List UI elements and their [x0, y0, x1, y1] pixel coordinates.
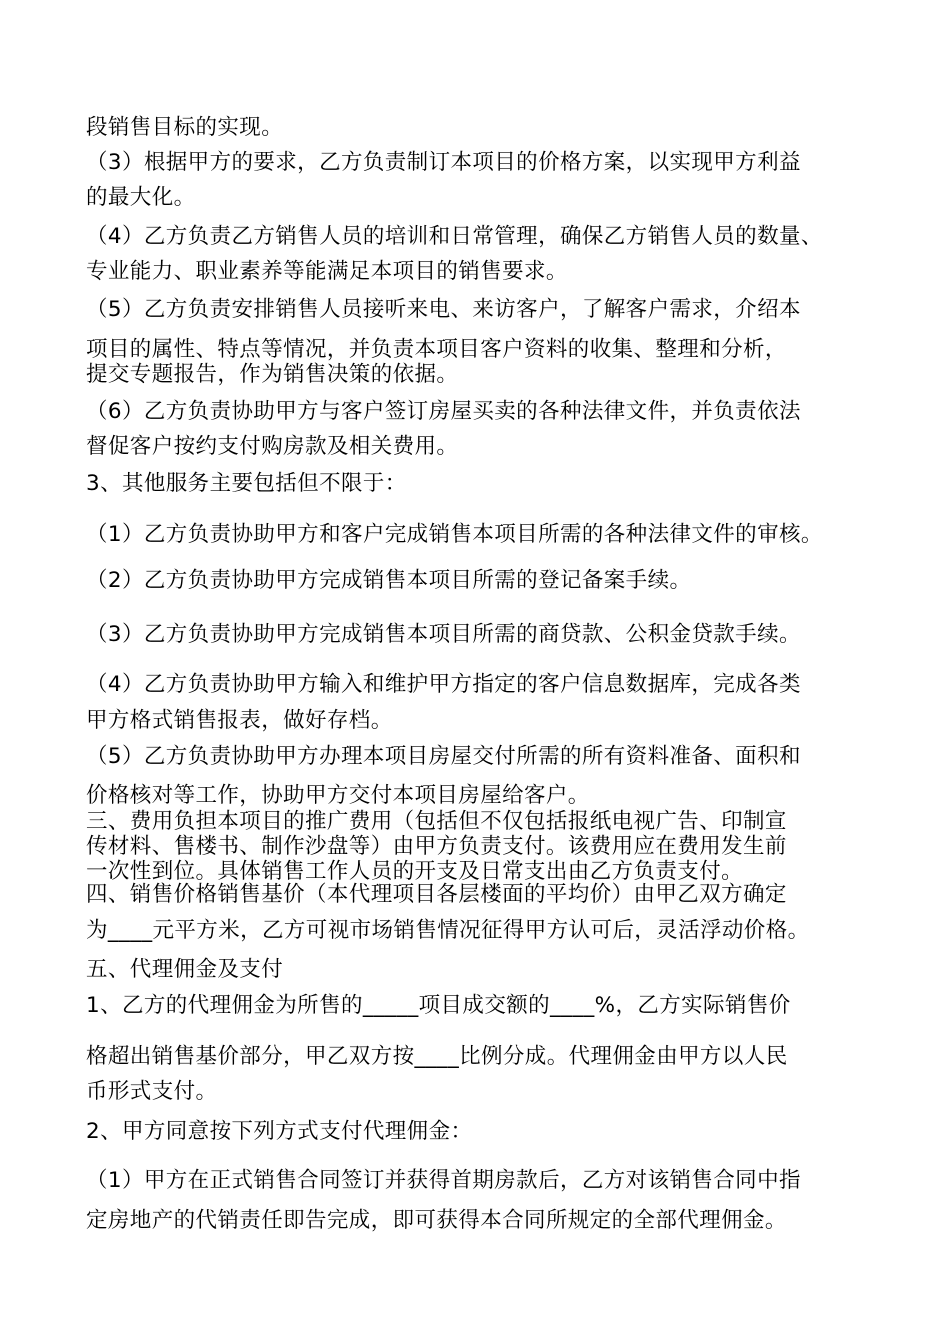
paragraph-line: 甲方格式销售报表，做好存档。	[86, 708, 393, 733]
paragraph-line: 专业能力、职业素养等能满足本项目的销售要求。	[86, 259, 568, 284]
paragraph-line: （2）乙方负责协助甲方完成销售本项目所需的登记备案手续。	[86, 568, 692, 593]
paragraph-line: （1）乙方负责协助甲方和客户完成销售本项目所需的各种法律文件的审核。	[86, 522, 823, 547]
paragraph-line: 格超出销售基价部分，甲乙双方按____比例分成。代理佣金由甲方以人民	[86, 1044, 788, 1069]
paragraph-line: 1、乙方的代理佣金为所售的_____项目成交额的____%，乙方实际销售价	[86, 993, 791, 1018]
paragraph-line: 的最大化。	[86, 185, 196, 210]
paragraph-line: 一次性到位。具体销售工作人员的开支及日常支出由乙方负责支付。	[86, 859, 744, 884]
paragraph-line: 2、甲方同意按下列方式支付代理佣金：	[86, 1119, 473, 1144]
paragraph-line: 定房地产的代销责任即告完成，即可获得本合同所规定的全部代理佣金。	[86, 1208, 787, 1233]
paragraph-line: 为____元平方米，乙方可视市场销售情况征得甲方认可后，灵活浮动价格。	[86, 918, 810, 943]
section-heading: 四、销售价格销售基价（本代理项目各层楼面的平均价）由甲乙双方确定	[86, 882, 787, 907]
paragraph-line: 督促客户按约支付购房款及相关费用。	[86, 434, 459, 459]
section-heading: 三、费用负担本项目的推广费用（包括但不仅包括报纸电视广告、印制宣	[86, 809, 787, 834]
paragraph-line: 传材料、售楼书、制作沙盘等）由甲方负责支付。该费用应在费用发生前	[86, 834, 787, 859]
section-heading: 五、代理佣金及支付	[86, 957, 284, 982]
paragraph-line: （6）乙方负责协助甲方与客户签订房屋买卖的各种法律文件，并负责依法	[86, 399, 801, 424]
paragraph-line: （3）乙方负责协助甲方完成销售本项目所需的商贷款、公积金贷款手续。	[86, 622, 801, 647]
paragraph-line: （4）乙方负责乙方销售人员的培训和日常管理，确保乙方销售人员的数量、	[86, 224, 823, 249]
section-heading: 3、其他服务主要包括但不限于：	[86, 471, 407, 496]
paragraph-line: 段销售目标的实现。	[86, 115, 284, 140]
paragraph-line: （5）乙方负责安排销售人员接听来电、来访客户，了解客户需求，介绍本	[86, 297, 801, 322]
paragraph-line: 项目的属性、特点等情况，并负责本项目客户资料的收集、整理和分析，	[86, 337, 787, 362]
paragraph-line: 价格核对等工作，协助甲方交付本项目房屋给客户。	[86, 783, 590, 808]
paragraph-line: （4）乙方负责协助甲方输入和维护甲方指定的客户信息数据库，完成各类	[86, 672, 801, 697]
paragraph-line: 币形式支付。	[86, 1079, 218, 1104]
paragraph-line: 提交专题报告，作为销售决策的依据。	[86, 362, 459, 387]
paragraph-line: （1）甲方在正式销售合同签订并获得首期房款后，乙方对该销售合同中指	[86, 1168, 801, 1193]
paragraph-line: （5）乙方负责协助甲方办理本项目房屋交付所需的所有资料准备、面积和	[86, 744, 801, 769]
paragraph-line: （3）根据甲方的要求，乙方负责制订本项目的价格方案，以实现甲方利益	[86, 150, 801, 175]
